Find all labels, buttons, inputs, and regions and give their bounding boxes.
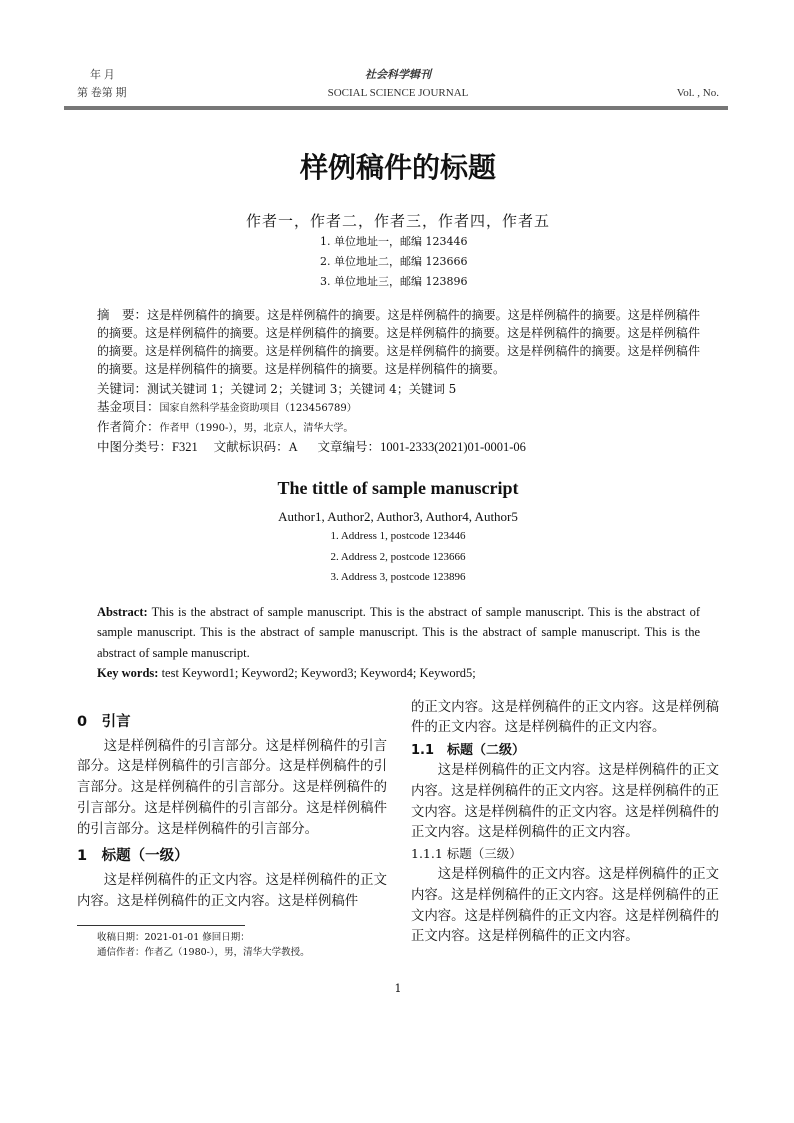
paragraph: 这是样例稿件的引言部分。这是样例稿件的引言部分。这是样例稿件的引言部分。这是样例稿件的引言部分。这是样例稿件的引言部分。这是样例稿件的引言部分。这是样例稿件的引言部分。这是样例稿件的引言部分。这是样例稿件的引言部分。 bbox=[77, 738, 387, 837]
journal-name-en: SOCIAL SCIENCE JOURNAL bbox=[327, 87, 469, 99]
abstract-cn bbox=[97, 306, 700, 378]
footnotes bbox=[77, 930, 387, 960]
article-no-label: 文章编号： bbox=[317, 439, 381, 454]
left-column bbox=[77, 698, 387, 961]
address-en: 3. Address 3, postcode 123896 bbox=[330, 571, 466, 583]
journal-name-cn: 社会科学辑刊 bbox=[365, 69, 431, 81]
address-cn: 2. 单位地址二，邮编 123666 bbox=[320, 255, 468, 268]
abstract-cn-text: 这是样例稿件的摘要。这是样例稿件的摘要。这是样例稿件的摘要。这是样例稿件的摘要。这是样例稿件的摘要。这是样例稿件的摘要。这是样例稿件的摘要。这是样例稿件的摘要。这是样例稿件的摘要。这是样例稿件的摘要。这是样例稿件的摘要。这是样例稿件的摘要。这是样例稿件的摘要。这是样例稿件的摘要。这是样例稿件的摘要。这是样例稿件的摘要。这是样例稿件的摘要。这是样例稿件的摘要。 bbox=[97, 308, 700, 376]
abstract-en-text: This is the abstract of sample manuscript. This is the abstract of sample manuscript. This is the abstract of sample manuscript. This is the abstract of sample manuscript. This is the abstract of sample manuscript. This is the abstract of sample manuscript. bbox=[97, 604, 700, 660]
authors-cn: 作者一，作者二，作者三，作者四，作者五 bbox=[245, 212, 550, 230]
abstract-en-label: Abstract: bbox=[97, 604, 148, 619]
address-cn: 3. 单位地址三，邮编 123896 bbox=[320, 275, 468, 288]
bio-text: 作者甲（1990-），男，北京人，清华大学。 bbox=[159, 423, 354, 434]
clc-label: 中图分类号： bbox=[97, 439, 173, 454]
abstract-en-block bbox=[97, 602, 700, 684]
keywords-cn-text: 测试关键词 1；关键词 2；关键词 3；关键词 4；关键词 5 bbox=[147, 382, 457, 396]
addresses-en bbox=[77, 526, 719, 588]
paragraph: 这是样例稿件的正文内容。这是样例稿件的正文内容。这是样例稿件的正文内容。这是样例稿件 bbox=[77, 873, 387, 910]
fund-text: 国家自然科学基金资助项目（123456789） bbox=[159, 403, 357, 414]
address-en: 1. Address 1, postcode 123446 bbox=[330, 530, 466, 542]
keywords-cn-label: 关键词： bbox=[97, 381, 148, 396]
header-rule bbox=[64, 106, 728, 110]
header-volume-issue: 第 卷第 期 bbox=[77, 87, 127, 99]
abstract-cn-label: 摘 要： bbox=[97, 307, 148, 322]
subsubsection-heading: 1.1.1 标题（三级） bbox=[411, 846, 522, 862]
abstract-cn-block bbox=[97, 306, 700, 456]
address-en: 2. Address 2, postcode 123666 bbox=[330, 550, 466, 563]
header-row-bottom bbox=[77, 84, 719, 102]
paragraph: 这是样例稿件的正文内容。这是样例稿件的正文内容。这是样例稿件的正文内容。这是样例稿件的正文内容。这是样例稿件的正文内容。这是样例稿件的正文内容。这是样例稿件的正文内容。 bbox=[411, 763, 719, 841]
footnote-corresponding: 通信作者：作者乙（1980-），男，清华大学教授。 bbox=[97, 947, 310, 959]
header-row-top bbox=[77, 66, 719, 84]
paragraph: 这是样例稿件的正文内容。这是样例稿件的正文内容。这是样例稿件的正文内容。这是样例稿件的正文内容。这是样例稿件的正文内容。这是样例稿件的正文内容。这是样例稿件的正文内容。 bbox=[411, 867, 719, 945]
header-date: 年 月 bbox=[90, 69, 115, 81]
doc-code-value: A bbox=[288, 440, 298, 454]
addresses-cn bbox=[77, 232, 719, 292]
address-cn: 1. 单位地址一，邮编 123446 bbox=[320, 235, 468, 248]
footnote-received: 收稿日期：2021-01-01 修回日期： bbox=[97, 932, 250, 944]
footnote-rule bbox=[77, 925, 245, 926]
title-en: The tittle of sample manuscript bbox=[277, 478, 519, 498]
bio-label: 作者简介： bbox=[97, 419, 160, 434]
section-heading: 1 标题（一级） bbox=[77, 848, 189, 865]
body-columns bbox=[77, 698, 719, 961]
article-no-value: 1001-2333(2021)01-0001-06 bbox=[380, 440, 526, 454]
page-number: 1 bbox=[394, 982, 402, 996]
subsection-heading: 1.1 标题（二级） bbox=[411, 743, 526, 759]
fund-label: 基金项目： bbox=[97, 399, 160, 414]
keywords-en-text: test Keyword1; Keyword2; Keyword3; Keyword4; Keyword5; bbox=[158, 666, 476, 680]
authors-en: Author1, Author2, Author3, Author4, Author5 bbox=[278, 509, 518, 524]
section-heading: 0 引言 bbox=[77, 713, 131, 730]
header-vol-no: Vol. , No. bbox=[676, 87, 719, 99]
title-cn: 样例稿件的标题 bbox=[299, 151, 496, 184]
right-column bbox=[411, 698, 719, 961]
keywords-en-label: Key words: bbox=[97, 666, 159, 680]
clc-value: F321 bbox=[172, 440, 198, 454]
paragraph: 的正文内容。这是样例稿件的正文内容。这是样例稿件的正文内容。这是样例稿件的正文内容。 bbox=[411, 699, 719, 736]
doc-code-label: 文献标识码： bbox=[213, 439, 289, 454]
